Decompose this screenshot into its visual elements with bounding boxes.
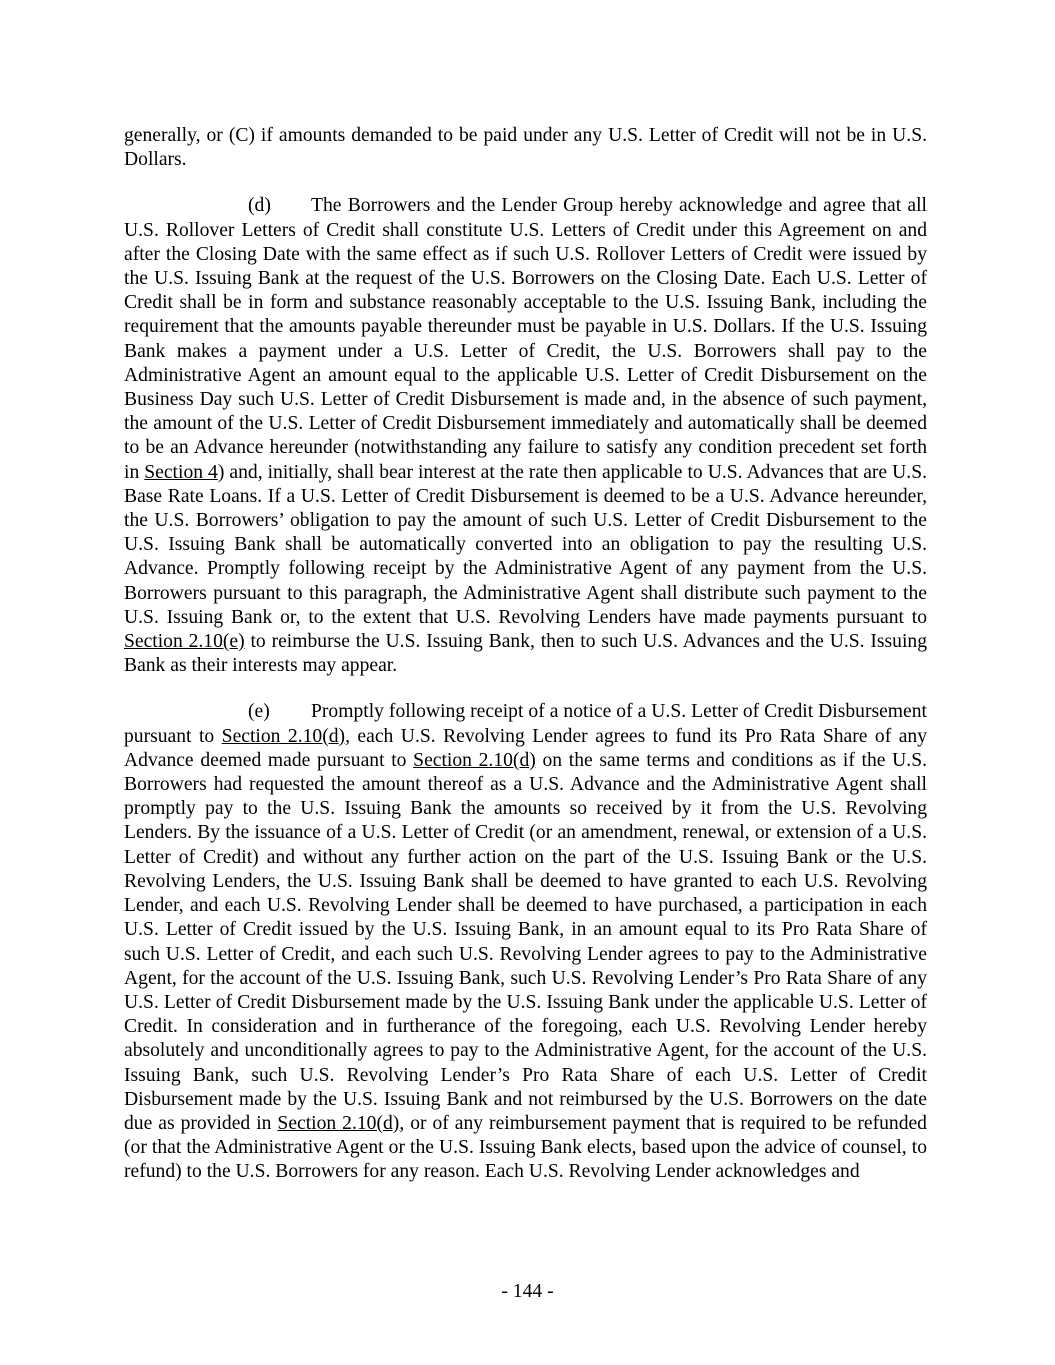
paragraph-e-text-3: on the same terms and conditions as if the U.S. Borrowers had requested the amount thereof as a U.S. Advance and the Administrative Agent shall promptly pay to the U.S. Issuing Bank the amounts so received by it from the U.S. Revolving Lenders. By the issuance of a U.S. Letter of Credit (or an amendment, renewal, or extension of a U.S. Letter of Credit) and without any further action on the part of the U.S. Issuing Bank or the U.S. Revolving Lenders, the U.S. Issuing Bank shall be deemed to have granted to each U.S. Revolving Lender, and each U.S. Revolving Lender shall be deemed to have purchased, a participation in each U.S. Letter of Credit issued by the U.S. Issuing Bank, in an amount equal to its Pro Rata Share of such U.S. Letter of Credit, and each such U.S. Revolving Lender agrees to pay to the Administrative Agent, for the account of the U.S. Issuing Bank, such U.S. Revolving Lender’s Pro Rata Share of any U.S. Letter of Credit Disbursement made by the U.S. Issuing Bank under the applicable U.S. Letter of Credit. In consideration and in furtherance of the foregoing, each U.S. Revolving Lender hereby absolutely and unconditionally agrees to pay to the Administrative Agent, for the account of the U.S. Issuing Bank, such U.S. Revolving Lender’s Pro Rata Share of each U.S. Letter of Credit Disbursement made by the U.S. Issuing Bank and not reimbursed by the U.S. Borrowers on the date due as provided in bbox=[124, 749, 928, 1134]
paragraph-e-text-2: , each U.S. Revolving Lender agrees to fund its Pro Rata Share of any Advance deemed made pursuant to bbox=[124, 725, 928, 771]
section-2-10-d-reference-2: Section 2.10(d) bbox=[413, 749, 536, 771]
paragraph-d bbox=[124, 194, 927, 678]
paragraph-d-text-3: to reimburse the U.S. Issuing Bank, then to such U.S. Advances and the U.S. Issuing Bank as their interests may appear. bbox=[124, 631, 927, 677]
section-2-10-d-reference-1: Section 2.10(d) bbox=[221, 725, 346, 747]
section-4-reference: Section 4 bbox=[144, 461, 218, 483]
paragraph-e-text-1: Promptly following receipt of a notice of a U.S. Letter of Credit Disbursement pursuant to bbox=[124, 701, 927, 747]
paragraph-continuation: generally, or (C) if amounts demanded to be paid under any U.S. Letter of Credit will not be in U.S. Dollars. bbox=[124, 125, 927, 171]
paragraph-d-text-1: The Borrowers and the Lender Group hereby acknowledge and agree that all U.S. Rollover Letters of Credit shall constitute U.S. Letters of Credit under this Agreement on and after the Closing Date with the same effect as if such U.S. Rollover Letters of Credit were issued by the U.S. Issuing Bank at the request of the U.S. Borrowers on the Closing Date. Each U.S. Letter of Credit shall be in form and substance reasonably acceptable to the U.S. Issuing Bank, including the requirement that the amounts payable thereunder must be payable in U.S. Dollars. If the U.S. Issuing Bank makes a payment under a U.S. Letter of Credit, the U.S. Borrowers shall pay to the Administrative Agent an amount equal to the applicable U.S. Letter of Credit Disbursement on the Business Day such U.S. Letter of Credit Disbursement is made and, in the absence of such payment, the amount of the U.S. Letter of Credit Disbursement immediately and automatically shall be deemed to be an Advance hereunder (notwithstanding any failure to satisfy any condition precedent set forth in bbox=[124, 195, 927, 483]
paragraph-d-text-2: ) and, initially, shall bear interest at the rate then applicable to U.S. Advances that are U.S. Base Rate Loans. If a U.S. Letter of Credit Disbursement is deemed to be a U.S. Advance hereunder, the U.S. Borrowers’ obligation to pay the amount of such U.S. Letter of Credit Disbursement to the U.S. Issuing Bank shall be automatically converted into an obligation to pay the resulting U.S. Advance. Promptly following receipt by the Administrative Agent of any payment from the U.S. Borrowers pursuant to this paragraph, the Administrative Agent shall distribute such payment to the U.S. Issuing Bank or, to the extent that U.S. Revolving Lenders have made payments pursuant to bbox=[124, 461, 927, 628]
paragraph-d-label: (d) bbox=[248, 195, 271, 217]
paragraph-e-label: (e) bbox=[248, 701, 270, 723]
section-2-10-e-reference: Section 2.10(e) bbox=[124, 631, 245, 653]
page-number: - 144 - bbox=[501, 1281, 554, 1302]
section-2-10-d-reference-3: Section 2.10(d) bbox=[277, 1112, 400, 1134]
paragraph-e bbox=[124, 700, 927, 1184]
paragraph-e-text-4: , or of any reimbursement payment that is required to be refunded (or that the Administrative Agent or the U.S. Issuing Bank elects, based upon the advice of counsel, to refund) to the U.S. Borrowers for any reason. Each U.S. Revolving Lender acknowledges and bbox=[124, 1112, 927, 1183]
document-page bbox=[124, 124, 927, 1185]
